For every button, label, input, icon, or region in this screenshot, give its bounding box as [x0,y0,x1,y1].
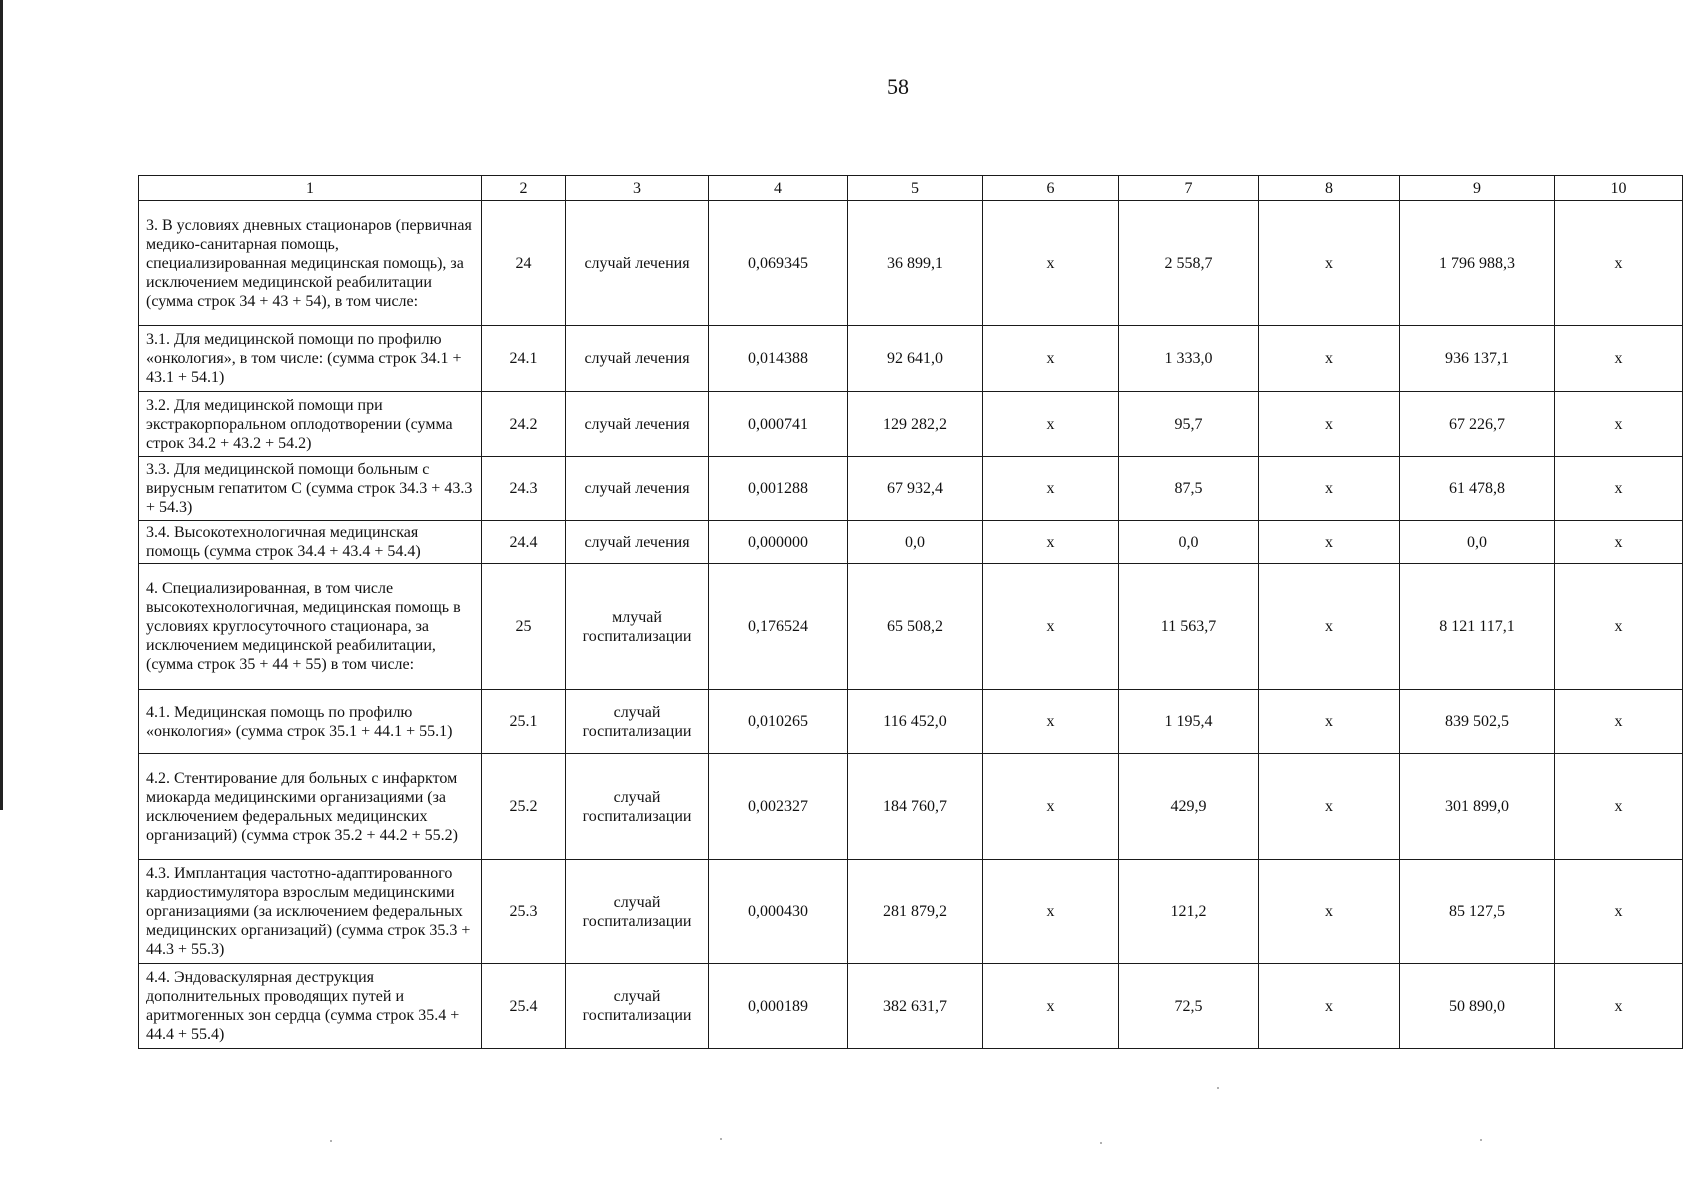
value-cell: х [1259,754,1400,860]
value-cell: х [1555,326,1683,392]
column-header: 8 [1259,176,1400,201]
value-cell: 429,9 [1119,754,1259,860]
value-cell: 36 899,1 [848,201,983,326]
row-description: 3. В условиях дневных стационаров (первичная медико-санитарная помощь, специализированная медицинская помощь), за исключением медицинской реабилитации (сумма строк 34 + 43 + 54), в том числе: [139,201,482,326]
unit-cell: случай лечения [566,457,709,521]
scan-speckle [330,1140,332,1142]
value-cell: 0,069345 [709,201,848,326]
table-row [139,964,1683,1049]
column-header: 6 [983,176,1119,201]
value-cell: х [1555,690,1683,754]
value-cell: 1 195,4 [1119,690,1259,754]
row-description: 4.1. Медицинская помощь по профилю «онкология» (сумма строк 35.1 + 44.1 + 55.1) [139,690,482,754]
row-number: 25.1 [482,690,566,754]
value-cell: х [1259,326,1400,392]
value-cell: 61 478,8 [1400,457,1555,521]
value-cell: х [1259,860,1400,964]
value-cell: 0,000000 [709,521,848,564]
row-description: 3.4. Высокотехнологичная медицинская помощь (сумма строк 34.4 + 43.4 + 54.4) [139,521,482,564]
value-cell: х [1555,457,1683,521]
value-cell: х [1555,754,1683,860]
unit-cell: случай лечения [566,326,709,392]
value-cell: х [1259,690,1400,754]
value-cell: х [983,690,1119,754]
value-cell: х [983,860,1119,964]
table-row [139,564,1683,690]
column-header: 1 [139,176,482,201]
table-row [139,457,1683,521]
row-description: 3.3. Для медицинской помощи больным с вирусным гепатитом С (сумма строк 34.3 + 43.3 + 54.3) [139,457,482,521]
row-description: 3.2. Для медицинской помощи при экстракорпоральном оплодотворении (сумма строк 34.2 + 43.2 + 54.2) [139,392,482,457]
value-cell: 0,000430 [709,860,848,964]
unit-cell: случай госпитализации [566,690,709,754]
value-cell: 281 879,2 [848,860,983,964]
value-cell: х [1259,964,1400,1049]
scan-edge-rule [0,0,3,810]
value-cell: 301 899,0 [1400,754,1555,860]
value-cell: 116 452,0 [848,690,983,754]
value-cell: 65 508,2 [848,564,983,690]
value-cell: 85 127,5 [1400,860,1555,964]
value-cell: х [1555,860,1683,964]
unit-cell: млучай госпитализации [566,564,709,690]
unit-cell: случай лечения [566,201,709,326]
value-cell: 0,000189 [709,964,848,1049]
value-cell: 2 558,7 [1119,201,1259,326]
value-cell: 839 502,5 [1400,690,1555,754]
value-cell: 1 796 988,3 [1400,201,1555,326]
column-header: 3 [566,176,709,201]
value-cell: 0,010265 [709,690,848,754]
value-cell: х [983,201,1119,326]
value-cell: 936 137,1 [1400,326,1555,392]
value-cell: х [1555,964,1683,1049]
value-cell: 0,001288 [709,457,848,521]
value-cell: 87,5 [1119,457,1259,521]
value-cell: 0,014388 [709,326,848,392]
value-cell: 0,002327 [709,754,848,860]
value-cell: 50 890,0 [1400,964,1555,1049]
table-row [139,326,1683,392]
unit-cell: случай госпитализации [566,964,709,1049]
value-cell: 0,0 [1119,521,1259,564]
table-row [139,860,1683,964]
value-cell: х [983,521,1119,564]
unit-cell: случай госпитализации [566,860,709,964]
value-cell: х [983,457,1119,521]
scan-speckle [1480,1139,1482,1141]
value-cell: 67 932,4 [848,457,983,521]
row-number: 24.4 [482,521,566,564]
column-header: 2 [482,176,566,201]
table-row [139,754,1683,860]
value-cell: 8 121 117,1 [1400,564,1555,690]
value-cell: 382 631,7 [848,964,983,1049]
row-number: 24.3 [482,457,566,521]
row-description: 4.3. Имплантация частотно-адаптированного кардиостимулятора взрослым медицинскими организациями (за исключением федеральных медицинских организаций) (сумма строк 35.3 + 44.3 + 55.3) [139,860,482,964]
value-cell: х [1259,521,1400,564]
value-cell: 0,0 [1400,521,1555,564]
column-number-row [139,176,1683,201]
unit-cell: случай лечения [566,521,709,564]
value-cell: 67 226,7 [1400,392,1555,457]
value-cell: х [983,564,1119,690]
value-cell: 72,5 [1119,964,1259,1049]
value-cell: х [1555,564,1683,690]
value-cell: 129 282,2 [848,392,983,457]
value-cell: х [983,964,1119,1049]
table-row [139,690,1683,754]
value-cell: 11 563,7 [1119,564,1259,690]
unit-cell: случай лечения [566,392,709,457]
table-row [139,201,1683,326]
row-number: 24 [482,201,566,326]
value-cell: х [1259,392,1400,457]
value-cell: 1 333,0 [1119,326,1259,392]
value-cell: 0,0 [848,521,983,564]
value-cell: х [1259,457,1400,521]
scan-speckle [720,1138,722,1140]
value-cell: 184 760,7 [848,754,983,860]
row-description: 4.4. Эндоваскулярная деструкция дополнительных проводящих путей и аритмогенных зон сердца (сумма строк 35.4 + 44.4 + 55.4) [139,964,482,1049]
row-description: 4. Специализированная, в том числе высокотехнологичная, медицинская помощь в условиях круглосуточного стационара, за исключением медицинской реабилитации, (сумма строк 35 + 44 + 55) в том числе: [139,564,482,690]
table-row [139,521,1683,564]
row-number: 25 [482,564,566,690]
value-cell: х [1259,201,1400,326]
page-number: 58 [887,74,909,99]
row-description: 4.2. Стентирование для больных с инфарктом миокарда медицинскими организациями (за исключением федеральных медицинских организаций) (сумма строк 35.2 + 44.2 + 55.2) [139,754,482,860]
row-number: 24.1 [482,326,566,392]
row-number: 25.2 [482,754,566,860]
value-cell: х [983,326,1119,392]
column-header: 5 [848,176,983,201]
row-number: 24.2 [482,392,566,457]
value-cell: х [1259,564,1400,690]
scan-speckle [1217,1087,1219,1089]
scan-speckle [1100,1142,1102,1144]
value-cell: 95,7 [1119,392,1259,457]
value-cell: 0,176524 [709,564,848,690]
column-header: 7 [1119,176,1259,201]
column-header: 9 [1400,176,1555,201]
value-cell: 92 641,0 [848,326,983,392]
unit-cell: случай госпитализации [566,754,709,860]
value-cell: 0,000741 [709,392,848,457]
value-cell: 121,2 [1119,860,1259,964]
row-number: 25.3 [482,860,566,964]
value-cell: х [983,392,1119,457]
column-header: 10 [1555,176,1683,201]
data-table [138,175,1683,1049]
value-cell: х [1555,521,1683,564]
row-number: 25.4 [482,964,566,1049]
table-row [139,392,1683,457]
row-description: 3.1. Для медицинской помощи по профилю «онкология», в том числе: (сумма строк 34.1 + 43.1 + 54.1) [139,326,482,392]
value-cell: х [983,754,1119,860]
value-cell: х [1555,201,1683,326]
value-cell: х [1555,392,1683,457]
column-header: 4 [709,176,848,201]
